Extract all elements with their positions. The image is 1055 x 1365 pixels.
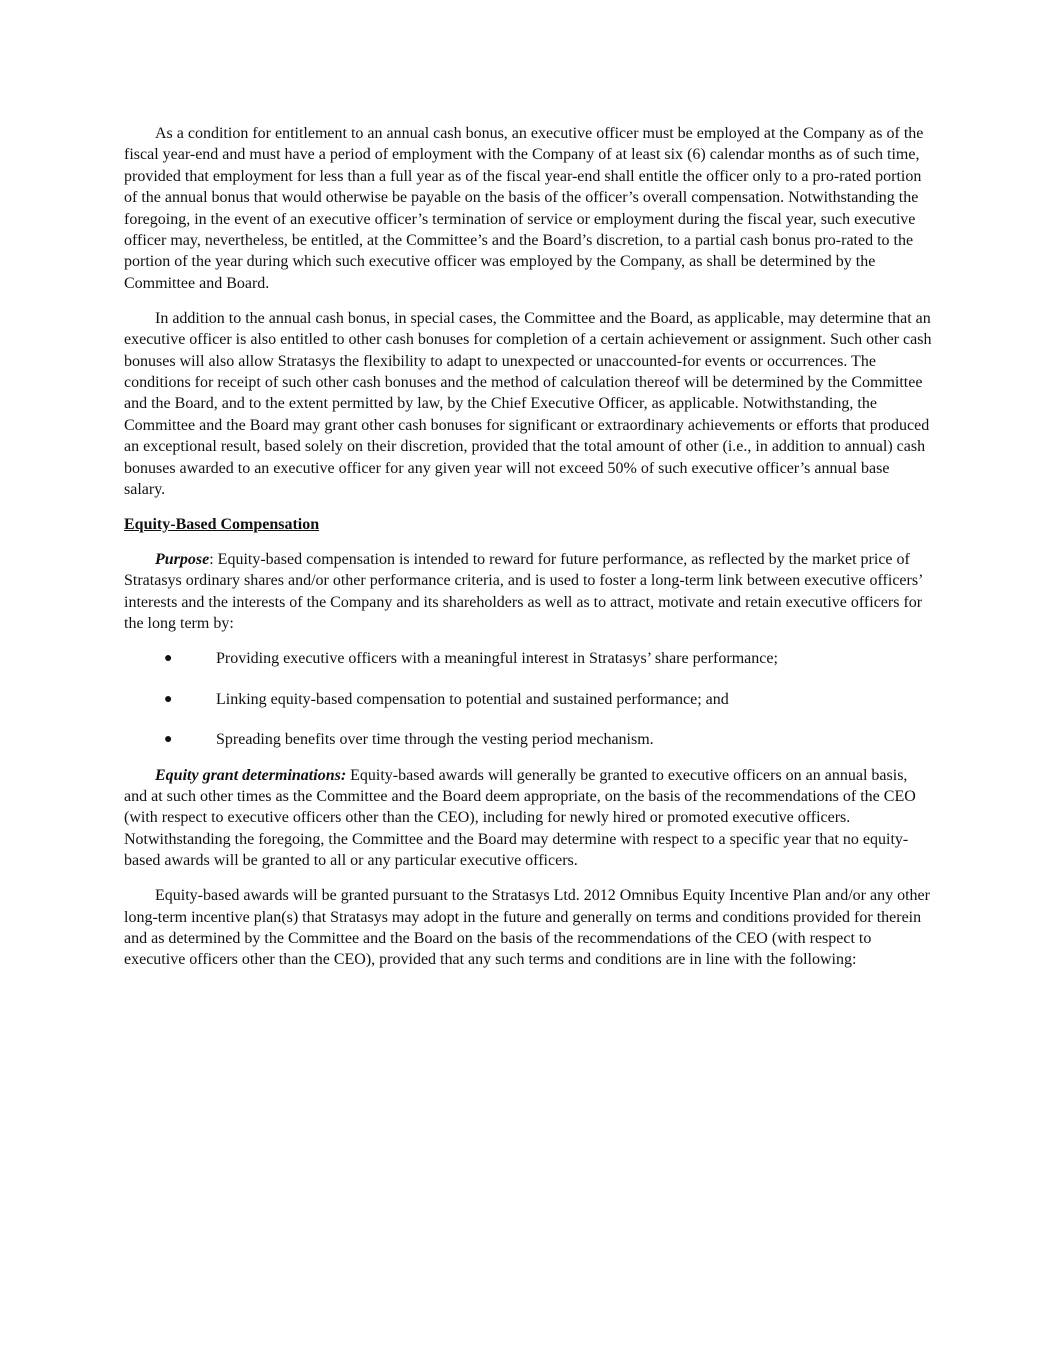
list-item-text: Spreading benefits over time through the vesting period mechanism. [216,731,654,749]
bullet-icon: ● [164,691,173,707]
bullet-icon: ● [164,651,173,667]
bullet-icon: ● [164,732,173,748]
paragraph-bonus-entitlement: As a condition for entitlement to an annual cash bonus, an executive officer must be employed at the Company as of the fiscal year-end and must have a period of employment with the Company of at least six (6) calendar months as of such time, provided that employment for less than a full year as of the fiscal year-end shall entitle the officer only to a pro-rated portion of the annual bonus that would otherwise be payable on the basis of the officer’s overall compensation. Notwithstanding the foregoing, in the event of an executive officer’s termination of service or employment during the fiscal year, such executive officer may, nevertheless, be entitled, at the Committee’s and the Board’s discretion, to a partial cash bonus pro-rated to the portion of the year during which such executive officer was employed by the Company, as shall be determined by the Committee and Board. [124,125,924,292]
document-page [124,123,934,984]
purpose-label: Purpose [155,550,210,568]
list-item-text: Linking equity-based compensation to potential and sustained performance; and [216,690,729,708]
grant-label: Equity grant determinations: [155,766,347,784]
paragraph-grant-determinations [124,765,934,872]
list-item [124,648,934,669]
paragraph-purpose [124,549,934,635]
list-item-text: Providing executive officers with a meaningful interest in Stratasys’ share performance; [216,650,778,668]
paragraph-other-cash-bonuses: In addition to the annual cash bonus, in special cases, the Committee and the Board, as applicable, may determine that an executive officer is also entitled to other cash bonuses for completion of a certain achievement or assignment. Such other cash bonuses will also allow Stratasys the flexibility to adapt to unexpected or unaccounted-for events or occurrences. The conditions for receipt of such other cash bonuses and the method of calculation thereof will be determined by the Committee and the Board, and to the extent permitted by law, by the Chief Executive Officer, as applicable. Notwithstanding, the Committee and the Board may grant other cash bonuses for significant or extraordinary achievements or efforts that produced an exceptional result, based solely on their discretion, provided that the total amount of other (i.e., in addition to annual) cash bonuses awarded to an executive officer for any given year will not exceed 50% of such executive officer’s annual base salary. [124,309,932,498]
bullet-list [124,648,934,750]
grant-text: Equity-based awards will generally be granted to executive officers on an annual basis, and at such other times as the Committee and the Board deem appropriate, on the basis of the recommendations of the CEO (with respect to executive officers other than the CEO), including for newly hired or promoted executive officers. Notwithstanding the foregoing, the Committee and the Board may determine with respect to a specific year that no equity-based awards will be granted to all or any particular executive officers. [124,766,916,870]
purpose-text: : Equity-based compensation is intended to reward for future performance, as reflected by the market price of Stratasys ordinary shares and/or other performance criteria, and is used to foster a long-term link between executive officers’ interests and the interests of the Company and its shareholders as well as to attract, motivate and retain executive officers for the long term by: [124,550,923,633]
section-heading: Equity-Based Compensation [124,515,320,533]
list-item [124,729,934,750]
list-item [124,689,934,710]
paragraph-incentive-plan: Equity-based awards will be granted pursuant to the Stratasys Ltd. 2012 Omnibus Equity Incentive Plan and/or any other long-term incentive plan(s) that Stratasys may adopt in the future and generally on terms and conditions provided for therein and as determined by the Committee and the Board on the basis of the recommendations of the CEO (with respect to executive officers other than the CEO), provided that any such terms and conditions are in line with the following: [124,887,930,969]
